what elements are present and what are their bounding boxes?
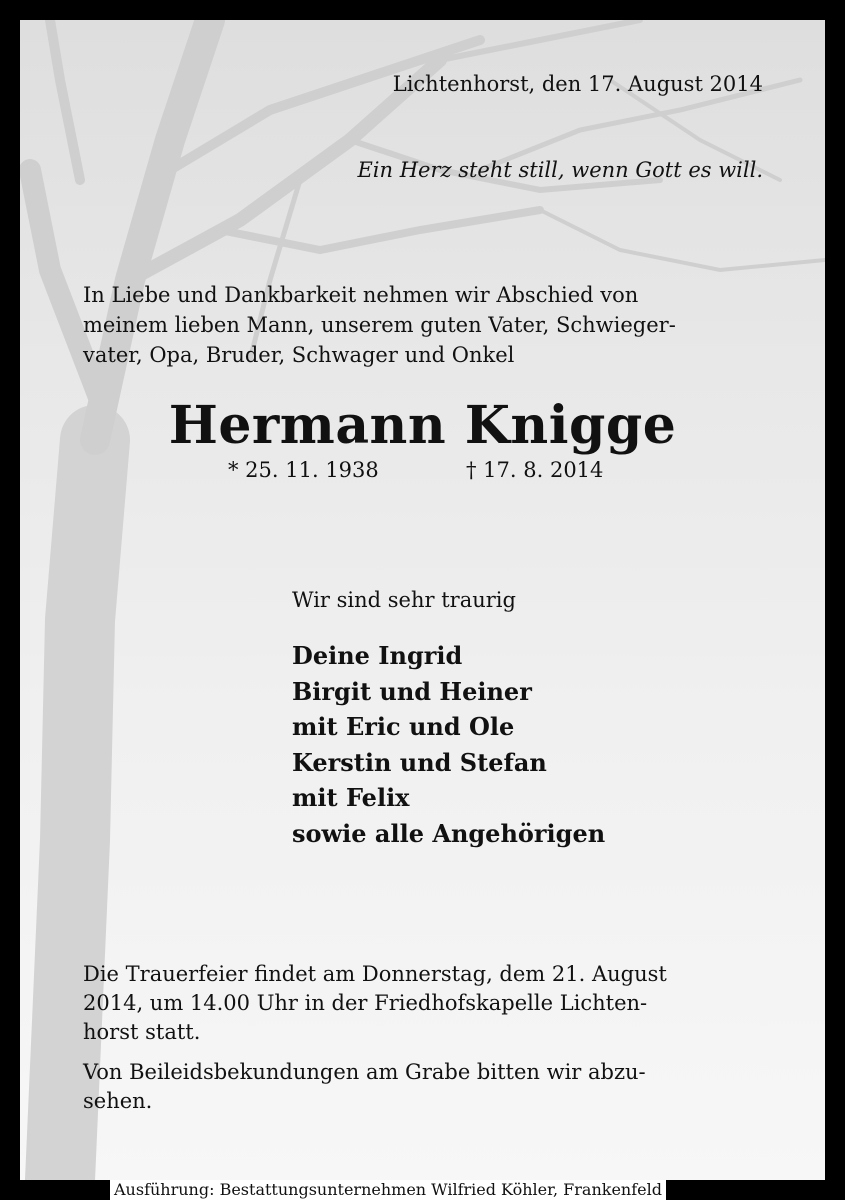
funeral-notice (83, 960, 763, 1047)
intro-line: In Liebe und Dankbarkeit nehmen wir Abschied von (83, 283, 639, 307)
mourner-name: mit Felix (292, 783, 410, 812)
condolences-line: Von Beileidsbekundungen am Grabe bitten wir abzu- (83, 1060, 646, 1084)
undertaker-credit: Ausführung: Bestattungsunternehmen Wilfried Köhler, Frankenfeld (110, 1180, 666, 1200)
condolences-notice (83, 1058, 763, 1116)
intro-paragraph (83, 280, 763, 370)
mourner-name: Kerstin und Stefan (292, 747, 547, 777)
motto: Ein Herz steht still, wenn Gott es will. (357, 158, 763, 182)
funeral-line: 2014, um 14.00 Uhr in der Friedhofskapelle Lichten- (83, 991, 648, 1015)
birth-date: * 25. 11. 1938 (228, 458, 379, 482)
death-date: † 17. 8. 2014 (466, 458, 604, 482)
intro-line: meinem lieben Mann, unserem guten Vater, Schwieger- (83, 313, 676, 337)
funeral-line: horst statt. (83, 1020, 201, 1044)
mourner-name: Birgit und Heiner (292, 676, 532, 706)
mourner-name: sowie alle Angehörigen (292, 818, 606, 848)
footer-bar (0, 1180, 845, 1200)
mourners-list (292, 638, 605, 851)
mourner-name: mit Eric und Ole (292, 712, 515, 741)
funeral-line: Die Trauerfeier findet am Donnerstag, dem 21. August (83, 962, 667, 986)
mourners-intro: Wir sind sehr traurig (292, 588, 516, 612)
place-date: Lichtenhorst, den 17. August 2014 (392, 72, 763, 96)
deceased-name: Hermann Knigge (168, 395, 677, 456)
mourner-name: Deine Ingrid (292, 641, 463, 670)
condolences-line: sehen. (83, 1089, 153, 1113)
intro-line: vater, Opa, Bruder, Schwager und Onkel (83, 343, 515, 367)
